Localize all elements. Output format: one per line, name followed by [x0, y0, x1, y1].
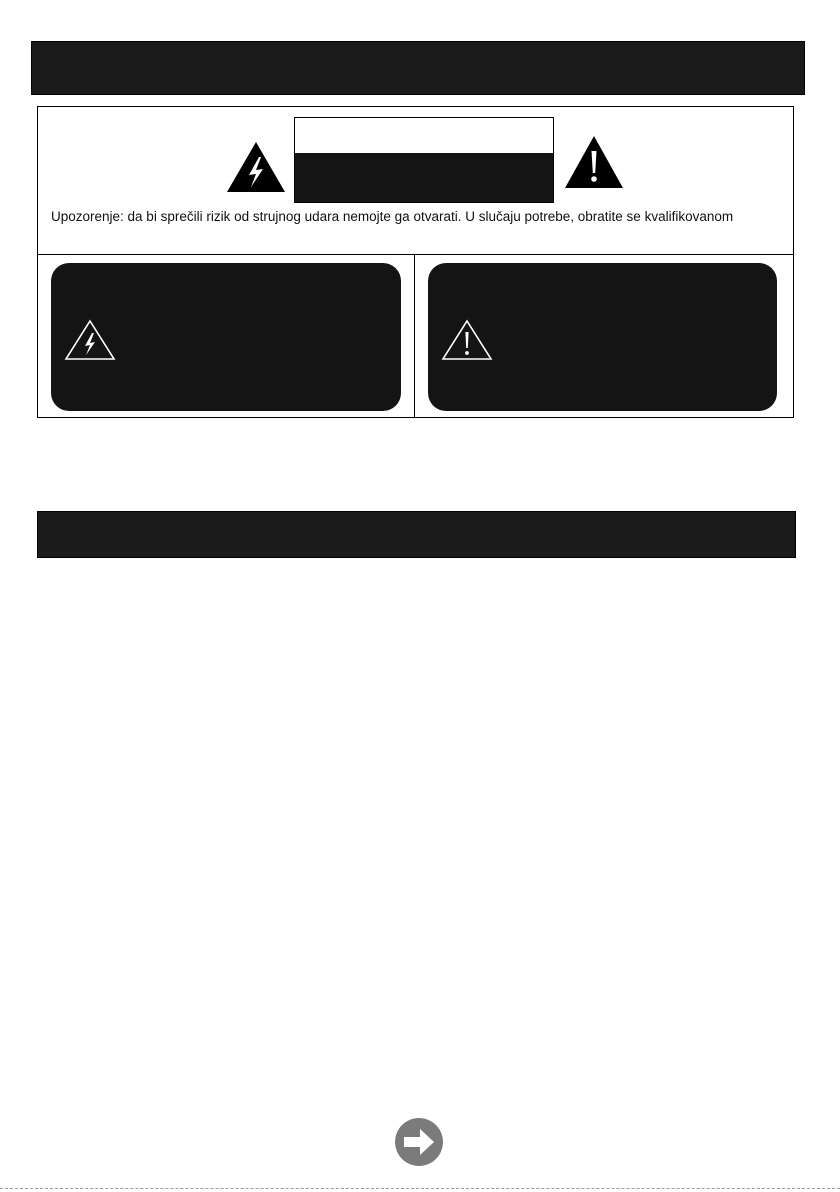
- instructions-section-header: [37, 511, 796, 558]
- exclamation-triangle-icon: [564, 135, 624, 189]
- lightning-triangle-icon: [64, 319, 116, 361]
- safety-section-header: [31, 41, 805, 95]
- warning-divider: [414, 255, 415, 418]
- caution-subtitle: [295, 153, 553, 202]
- caution-title: [295, 118, 553, 153]
- exclamation-triangle-icon: [441, 319, 493, 361]
- lightning-triangle-icon: [226, 141, 286, 193]
- caution-label: [294, 117, 554, 203]
- warning-box: [37, 106, 794, 418]
- page-bottom-dashed-line: [0, 1188, 840, 1189]
- warning-text: Upozorenje: da bi sprečili rizik od strujnog udara nemojte ga otvarati. U slučaju potrebe, obratite se kvalifikovanom: [51, 209, 734, 224]
- next-page-button[interactable]: [395, 1118, 443, 1166]
- warning-top-area: [38, 107, 793, 255]
- next-arrow-icon: [395, 1118, 443, 1166]
- shock-info-panel: [51, 263, 401, 411]
- caution-info-panel: [428, 263, 777, 411]
